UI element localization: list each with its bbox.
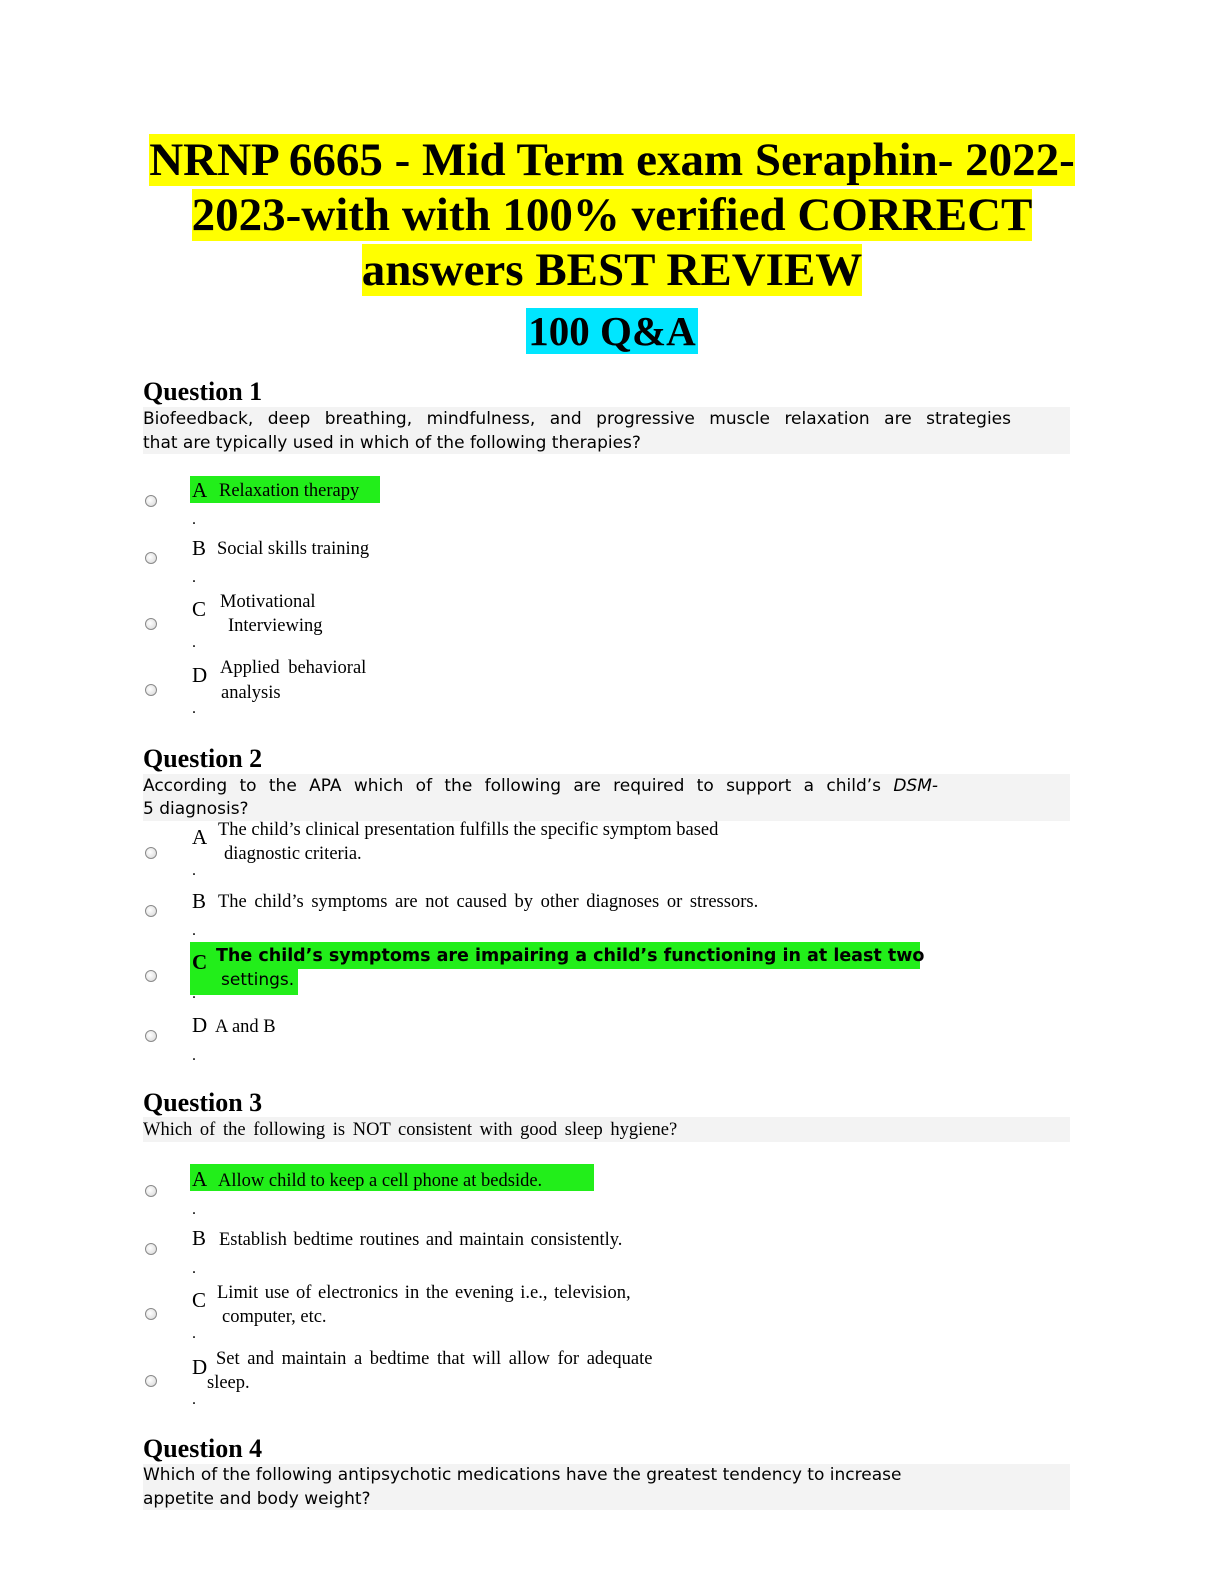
- option-3b-letter: B: [192, 1226, 207, 1250]
- option-1c-letter: C: [192, 597, 207, 621]
- option-1d-text-line2: analysis: [221, 683, 281, 703]
- document-title: [60, 133, 1164, 298]
- option-3d-radio[interactable]: [145, 1375, 157, 1387]
- option-3d-text-line2: sleep.: [207, 1373, 250, 1393]
- option-2d-dot: .: [192, 1047, 196, 1064]
- option-3a-text: Allow child to keep a cell phone at bedside.: [218, 1171, 543, 1191]
- option-1d-radio[interactable]: [145, 684, 157, 696]
- option-3c-letter: C: [192, 1288, 207, 1312]
- option-3c-radio[interactable]: [145, 1308, 157, 1320]
- option-2b-dot: .: [192, 922, 196, 939]
- option-2d-radio[interactable]: [145, 1030, 157, 1042]
- question-2-text-line2: 5 diagnosis?: [143, 799, 249, 819]
- option-3d-dot: .: [192, 1391, 196, 1408]
- question-1-heading: Question 1: [143, 377, 263, 406]
- option-1d-dot: .: [192, 700, 196, 717]
- option-1d-text-line1: Applied behavioral: [220, 658, 367, 678]
- option-2c-text-line2: settings.: [221, 970, 295, 990]
- option-2a-text-line1: The child’s clinical presentation fulfills the specific symptom based: [218, 820, 719, 840]
- option-3c-dot: .: [192, 1325, 196, 1342]
- question-1-text-line1: Biofeedback, deep breathing, mindfulness, and progressive muscle relaxation are strategies: [143, 409, 1011, 429]
- option-3c-text-line1: Limit use of electronics in the evening i.e., television,: [217, 1283, 631, 1303]
- option-2a-radio[interactable]: [145, 847, 157, 859]
- option-3d-letter: D: [192, 1355, 208, 1379]
- option-2b-letter: B: [192, 889, 207, 913]
- option-2a-letter: A: [192, 825, 208, 849]
- option-1c-radio[interactable]: [145, 618, 157, 630]
- option-1c-text-line2: Interviewing: [228, 616, 323, 636]
- option-3a-radio[interactable]: [145, 1185, 157, 1197]
- option-2d-letter: D: [192, 1013, 208, 1037]
- option-2a-text-line2: diagnostic criteria.: [224, 844, 362, 864]
- option-1a-dot: .: [192, 511, 196, 528]
- option-1c-text-line1: Motivational: [220, 592, 316, 612]
- option-2c-dot: .: [192, 985, 196, 1002]
- question-2-text-line1-italic: DSM-: [893, 776, 938, 796]
- subtitle: [0, 307, 1224, 355]
- option-1d-letter: D: [192, 663, 208, 687]
- option-3a-dot: .: [192, 1201, 196, 1218]
- option-1a-text: Relaxation therapy: [219, 481, 360, 501]
- question-4-heading: Question 4: [143, 1434, 263, 1463]
- option-1b-text: Social skills training: [217, 539, 370, 559]
- option-2c-letter: C: [192, 950, 208, 974]
- option-2c-text-line1: The child’s symptoms are impairing a child’s functioning in at least two: [216, 946, 925, 966]
- option-2a-dot: .: [192, 862, 196, 879]
- option-3a-letter: A: [192, 1167, 208, 1191]
- option-2b-radio[interactable]: [145, 905, 157, 917]
- title-line-3: answers BEST REVIEW: [361, 244, 863, 296]
- question-2-text-line1: [143, 775, 938, 799]
- option-1a-letter: A: [192, 478, 208, 502]
- title-line-1: NRNP 6665 - Mid Term exam Seraphin- 2022-: [149, 134, 1075, 186]
- option-1b-radio[interactable]: [145, 552, 157, 564]
- option-2b-text: The child’s symptoms are not caused by other diagnoses or stressors.: [218, 892, 759, 912]
- option-2c-radio[interactable]: [145, 970, 157, 982]
- option-1b-dot: .: [192, 569, 196, 586]
- option-1a-radio[interactable]: [145, 495, 157, 507]
- question-1-text-line2: that are typically used in which of the following therapies?: [143, 433, 641, 453]
- option-1c-dot: .: [192, 634, 196, 651]
- option-3b-text: Establish bedtime routines and maintain consistently.: [219, 1230, 623, 1250]
- question-4-text-line1: Which of the following antipsychotic medications have the greatest tendency to increase: [143, 1465, 902, 1485]
- question-4-text-line2: appetite and body weight?: [143, 1489, 371, 1509]
- option-3b-radio[interactable]: [145, 1243, 157, 1255]
- option-3d-text-line1: Set and maintain a bedtime that will allow for adequate: [216, 1349, 653, 1369]
- option-3c-text-line2: computer, etc.: [222, 1307, 327, 1327]
- option-2d-text: A and B: [215, 1017, 276, 1037]
- question-2-text-line1-main: According to the APA which of the following are required to support a child’s: [143, 776, 894, 796]
- question-3-text-line1: Which of the following is NOT consistent with good sleep hygiene?: [143, 1120, 678, 1140]
- subtitle-text: 100 Q&A: [528, 308, 696, 354]
- title-line-2: 2023-with with 100% verified CORRECT: [191, 189, 1033, 241]
- option-1b-letter: B: [192, 536, 207, 560]
- question-3-heading: Question 3: [143, 1088, 263, 1117]
- option-3b-dot: .: [192, 1260, 196, 1277]
- question-2-heading: Question 2: [143, 744, 263, 773]
